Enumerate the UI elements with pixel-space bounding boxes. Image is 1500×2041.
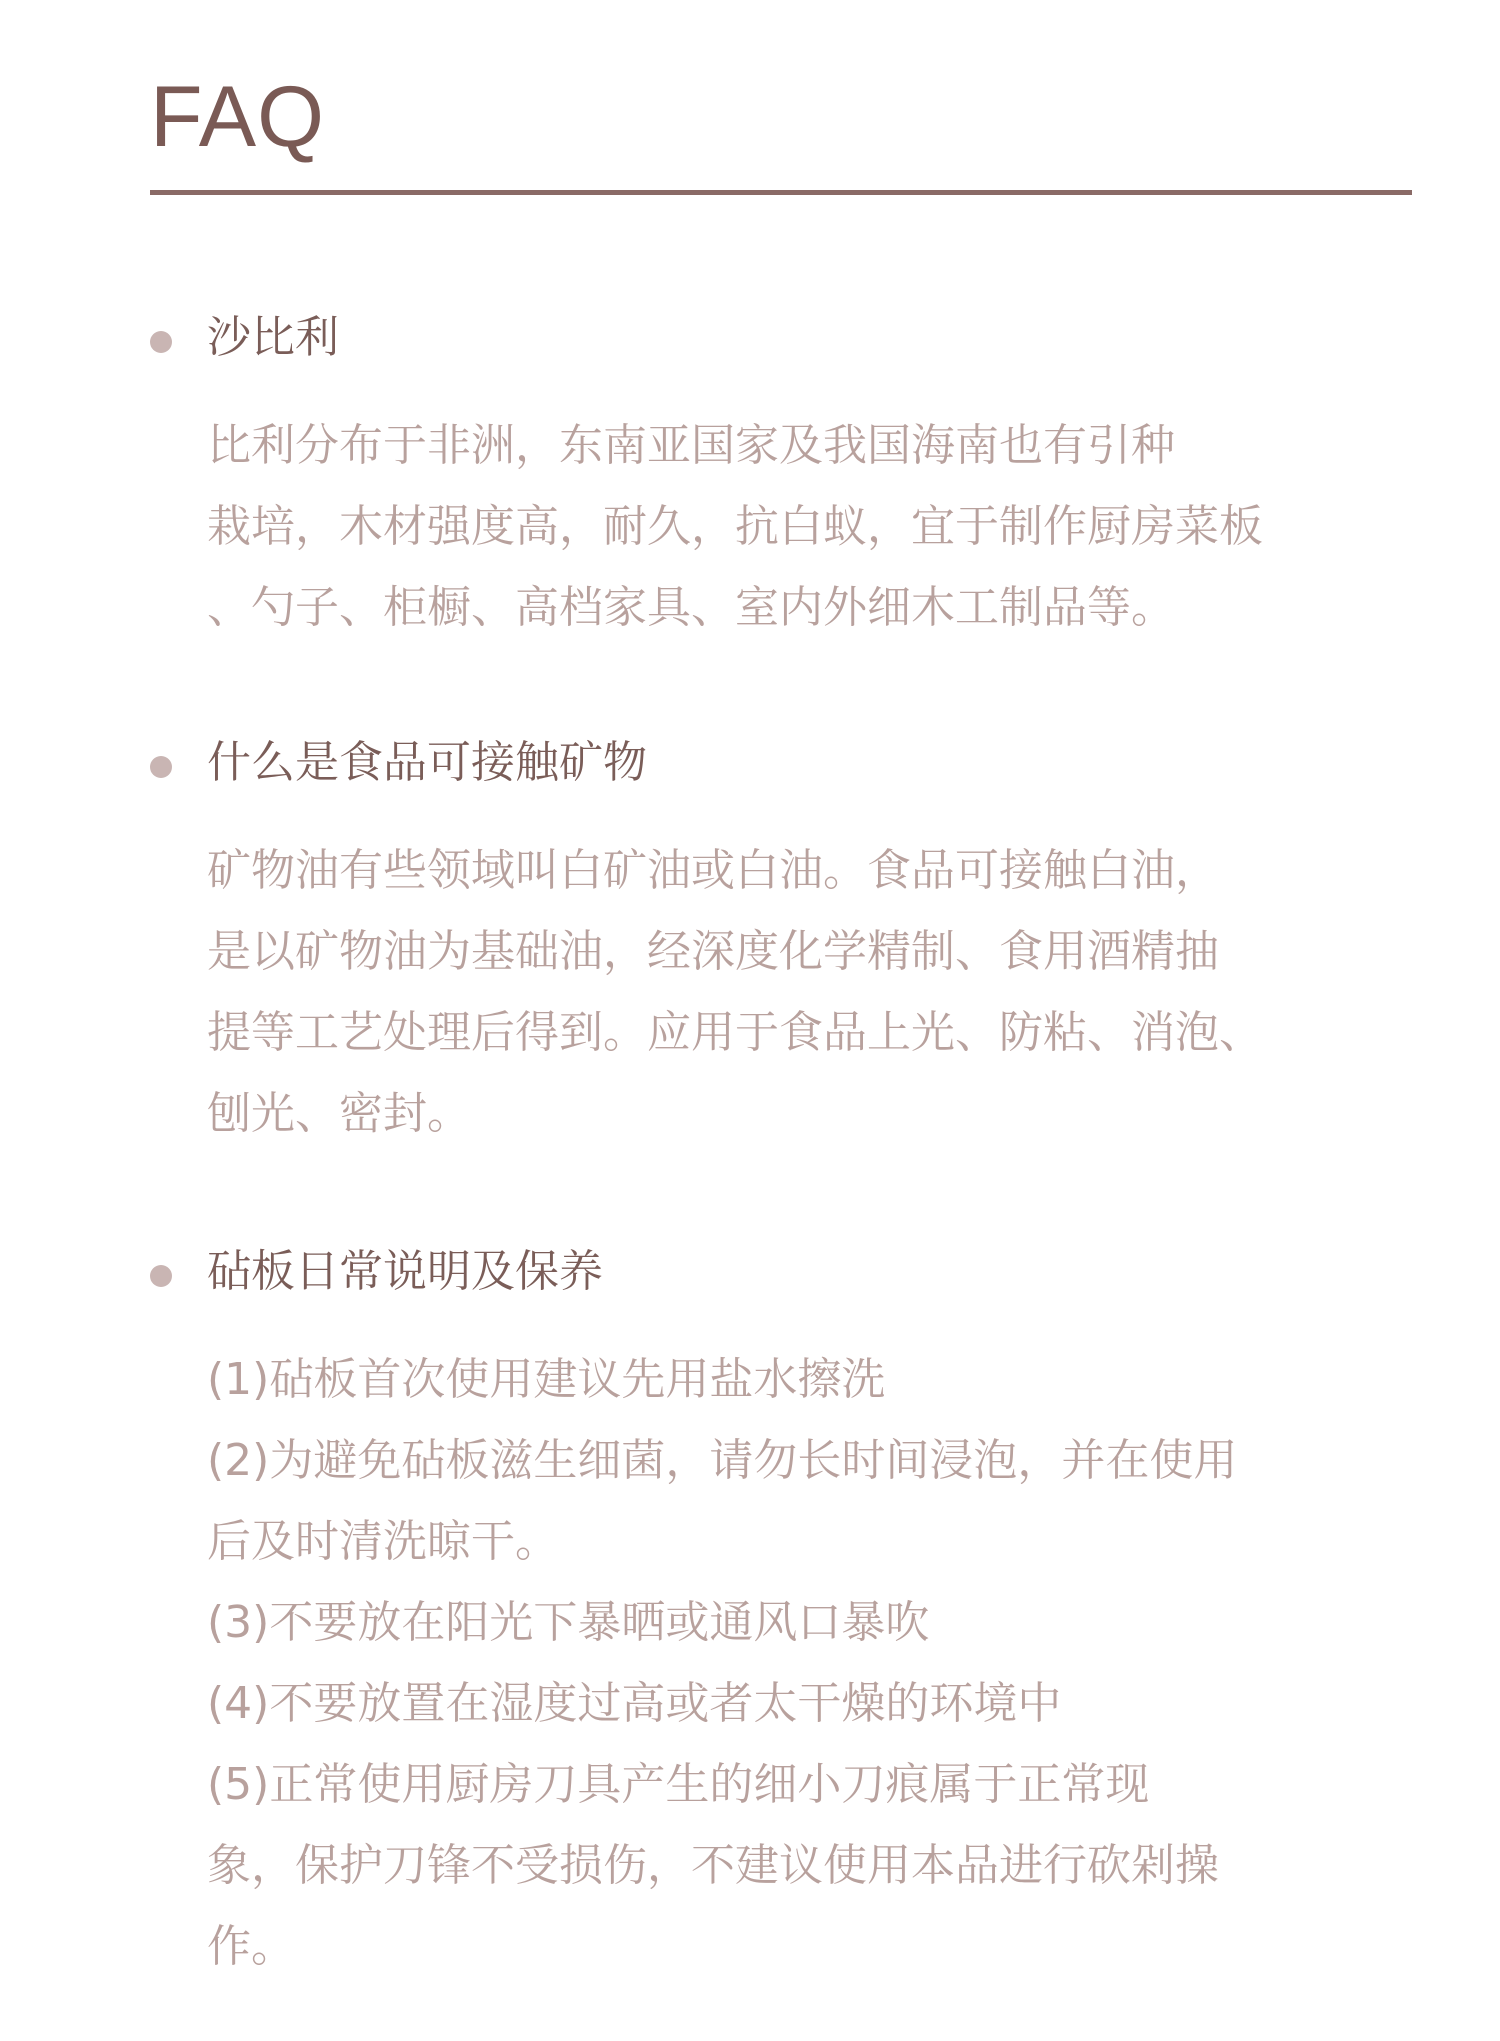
faq-answer-line: 比利分布于非洲，东南亚国家及我国海南也有引种 xyxy=(207,420,1175,471)
faq-answer-line: 刨光、密封。 xyxy=(207,1088,471,1139)
faq-answer xyxy=(207,1339,1412,1987)
faq-question-row xyxy=(150,303,1412,373)
faq-answer-line: (1)砧板首次使用建议先用盐水擦洗 xyxy=(207,1354,886,1405)
faq-answer-line: 是以矿物油为基础油，经深度化学精制、食用酒精抽 xyxy=(207,926,1219,977)
faq-answer-line: 后及时清洗晾干。 xyxy=(207,1516,559,1567)
faq-answer-line: (3)不要放在阳光下暴晒或通风口暴吹 xyxy=(207,1597,930,1648)
faq-item-cutting-board-care xyxy=(150,1237,1412,1987)
faq-answer xyxy=(207,830,1412,1154)
faq-question: 沙比利 xyxy=(207,312,339,363)
faq-question: 砧板日常说明及保养 xyxy=(207,1246,603,1297)
faq-question-row xyxy=(150,728,1412,798)
faq-answer-line: 象，保护刀锋不受损伤，不建议使用本品进行砍剁操 xyxy=(207,1840,1219,1891)
faq-answer-line: 矿物油有些领域叫白矿油或白油。食品可接触白油， xyxy=(207,845,1219,896)
faq-answer-line: (5)正常使用厨房刀具产生的细小刀痕属于正常现 xyxy=(207,1759,1150,1810)
faq-item-food-grade-mineral-oil xyxy=(150,728,1412,1154)
faq-answer-line: (4)不要放置在湿度过高或者太干燥的环境中 xyxy=(207,1678,1062,1729)
faq-question-row xyxy=(150,1237,1412,1307)
faq-answer-line: 栽培，木材强度高，耐久，抗白蚁，宜于制作厨房菜板 xyxy=(207,501,1263,552)
faq-answer-line: 作。 xyxy=(207,1921,295,1972)
faq-answer-line: (2)为避免砧板滋生细菌，请勿长时间浸泡，并在使用 xyxy=(207,1435,1238,1486)
faq-question: 什么是食品可接触矿物 xyxy=(207,737,647,788)
bullet-dot-icon xyxy=(150,1265,172,1287)
faq-answer-line: 、勺子、柜橱、高档家具、室内外细木工制品等。 xyxy=(207,582,1175,633)
faq-answer-line: 提等工艺处理后得到。应用于食品上光、防粘、消泡、 xyxy=(207,1007,1263,1058)
title-divider xyxy=(150,190,1412,195)
bullet-dot-icon xyxy=(150,331,172,353)
bullet-dot-icon xyxy=(150,756,172,778)
page-title: FAQ xyxy=(150,69,326,165)
faq-item-sapele xyxy=(150,303,1412,648)
faq-answer xyxy=(207,405,1412,648)
